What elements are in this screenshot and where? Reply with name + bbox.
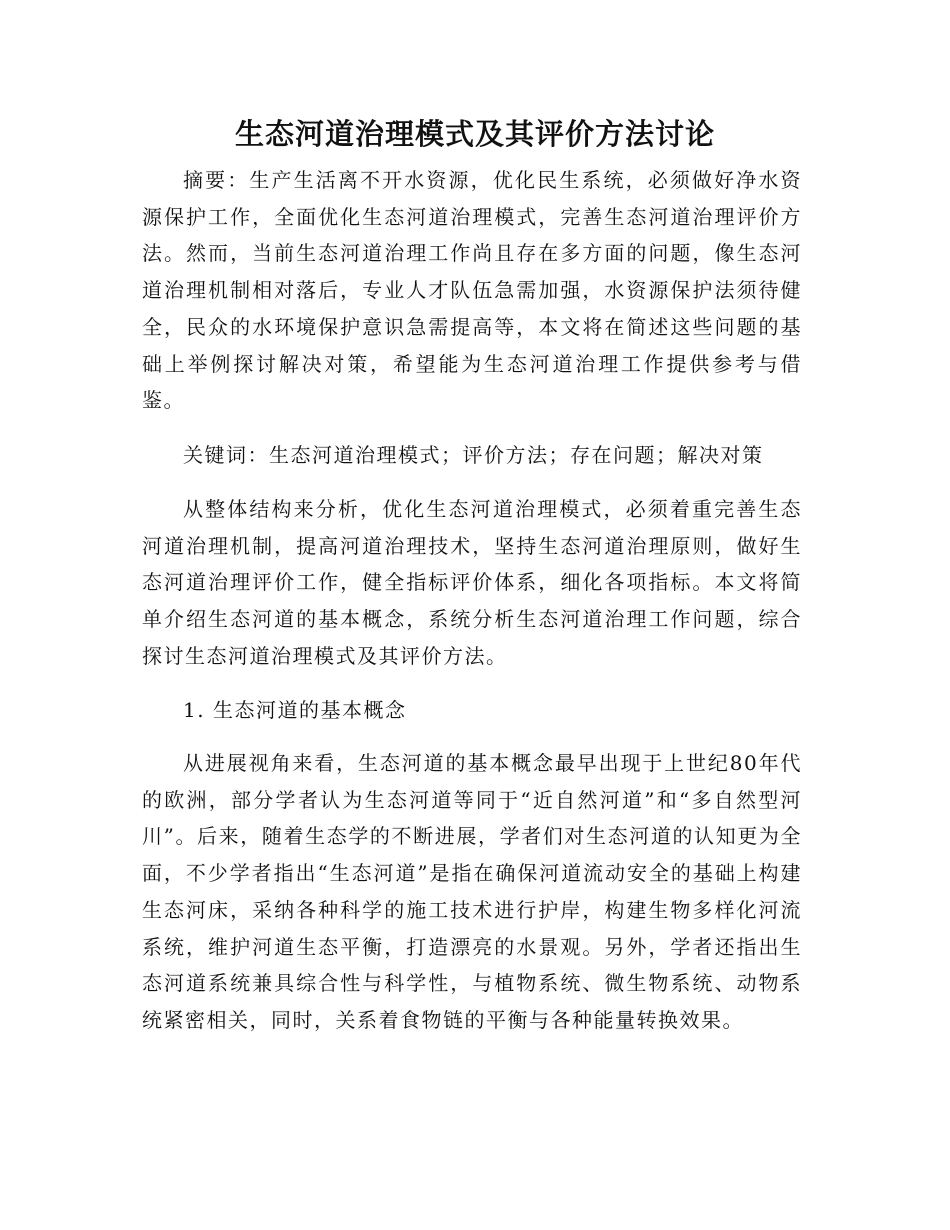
concept-paragraph: 从进展视角来看，生态河道的基本概念最早出现于上世纪80年代的欧洲，部分学者认为生态河道等同于“近自然河道”和“多自然型河川”。后来，随着生态学的不断进展，学者们对生态河道的认知更为全面，不少学者指出“生态河道”是指在确保河道流动安全的基础上构建生态河床，采纳各种科学的施工技术进行护岸，构建生物多样化河流系统，维护河道生态平衡，打造漂亮的水景观。另外，学者还指出生态河道系统兼具综合性与科学性，与植物系统、微生物系统、动物系统紧密相关，同时，关系着食物链的平衡与各种能量转换效果。 (142, 751, 802, 1032)
intro-paragraph: 从整体结构来分析，优化生态河道治理模式，必须着重完善生态河道治理机制，提高河道治理技术，坚持生态河道治理原则，做好生态河道治理评价工作，健全指标评价体系，细化各项指标。本文将简单介绍生态河道的基本概念，系统分析生态河道治理工作问题，综合探讨生态河道治理模式及其评价方法。 (142, 497, 802, 668)
document-title: 生态河道治理模式及其评价方法讨论 (234, 117, 715, 151)
keywords-paragraph: 关键词：生态河道治理模式；评价方法；存在问题；解决对策 (183, 443, 764, 467)
abstract-paragraph: 摘要：生产生活离不开水资源，优化民生系统，必须做好净水资源保护工作，全面优化生态河道治理模式，完善生态河道治理评价方法。然而，当前生态河道治理工作尚且存在多方面的问题，像生态河道治理机制相对落后，专业人才队伍急需加强，水资源保护法须待健全，民众的水环境保护意识急需提高等，本文将在简述这些问题的基础上举例探讨解决对策，希望能为生态河道治理工作提供参考与借鉴。 (142, 168, 802, 413)
section-heading: 1. 生态河道的基本概念 (183, 698, 407, 722)
